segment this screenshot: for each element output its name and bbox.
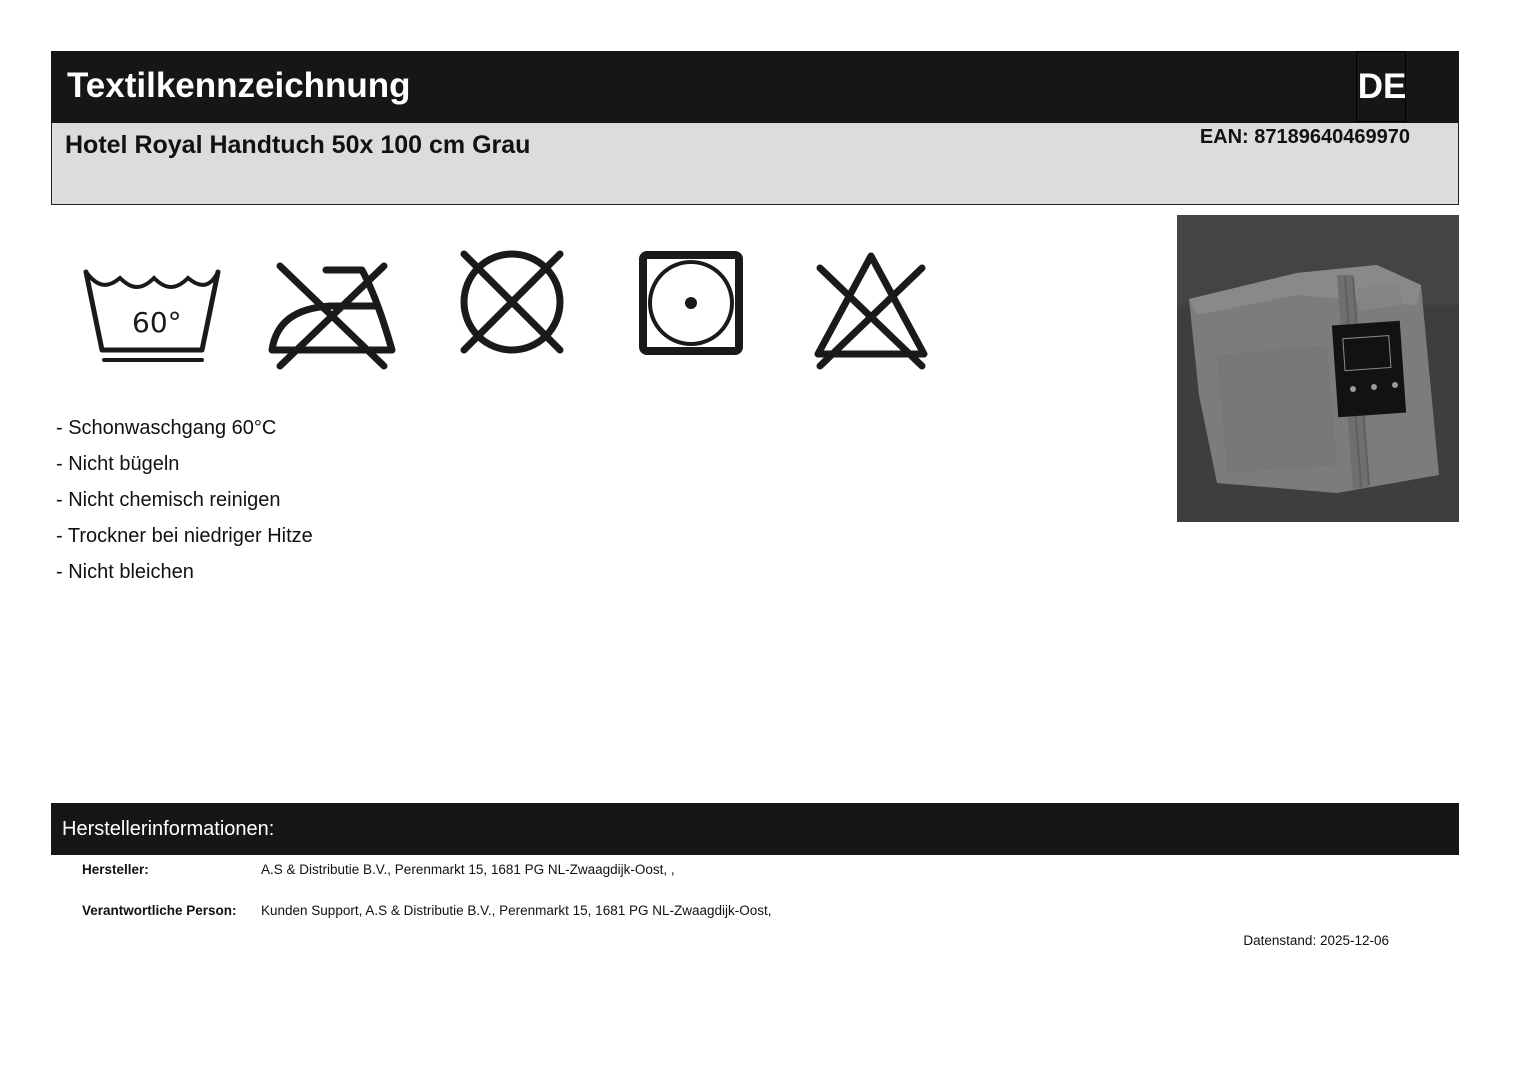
- date-stamp: Datenstand: 2025-12-06: [1243, 933, 1389, 948]
- care-instruction: - Nicht bleichen: [56, 561, 194, 583]
- care-instructions-list: [56, 410, 313, 590]
- manufacturer-value: A.S & Distributie B.V., Perenmarkt 15, 1681 PG NL-Zwaagdijk-Oost, ,: [261, 862, 675, 877]
- manufacturer-label: Hersteller:: [82, 862, 149, 877]
- wash-60-icon: [82, 262, 222, 370]
- care-instruction: - Nicht chemisch reinigen: [56, 489, 281, 511]
- no-ironing-icon: [268, 262, 398, 370]
- product-band: [51, 123, 1459, 205]
- header-bar: [51, 51, 1459, 123]
- care-instruction: - Nicht bügeln: [56, 453, 180, 475]
- document-title: Textilkennzeichnung: [67, 66, 411, 105]
- language-box: [1356, 51, 1406, 122]
- care-instruction: - Trockner bei niedriger Hitze: [56, 525, 313, 547]
- tumble-dry-low-icon: [638, 250, 744, 356]
- no-dry-clean-icon: [456, 248, 568, 356]
- manufacturer-section-title: Herstellerinformationen:: [62, 818, 275, 840]
- responsible-person-value: Kunden Support, A.S & Distributie B.V., Perenmarkt 15, 1681 PG NL-Zwaagdijk-Oost,: [261, 903, 772, 918]
- no-bleach-icon: [812, 250, 930, 372]
- care-instruction: - Schonwaschgang 60°C: [56, 417, 277, 439]
- ean-code: EAN: 87189640469970: [1199, 126, 1410, 148]
- responsible-person-label: Verantwortliche Person:: [82, 903, 237, 918]
- manufacturer-header: [51, 803, 1459, 855]
- language-code: DE: [1357, 67, 1407, 106]
- product-photo: [1177, 215, 1459, 522]
- product-name: Hotel Royal Handtuch 50x 100 cm Grau: [65, 131, 531, 159]
- wash-temperature-label: 60°: [132, 306, 182, 339]
